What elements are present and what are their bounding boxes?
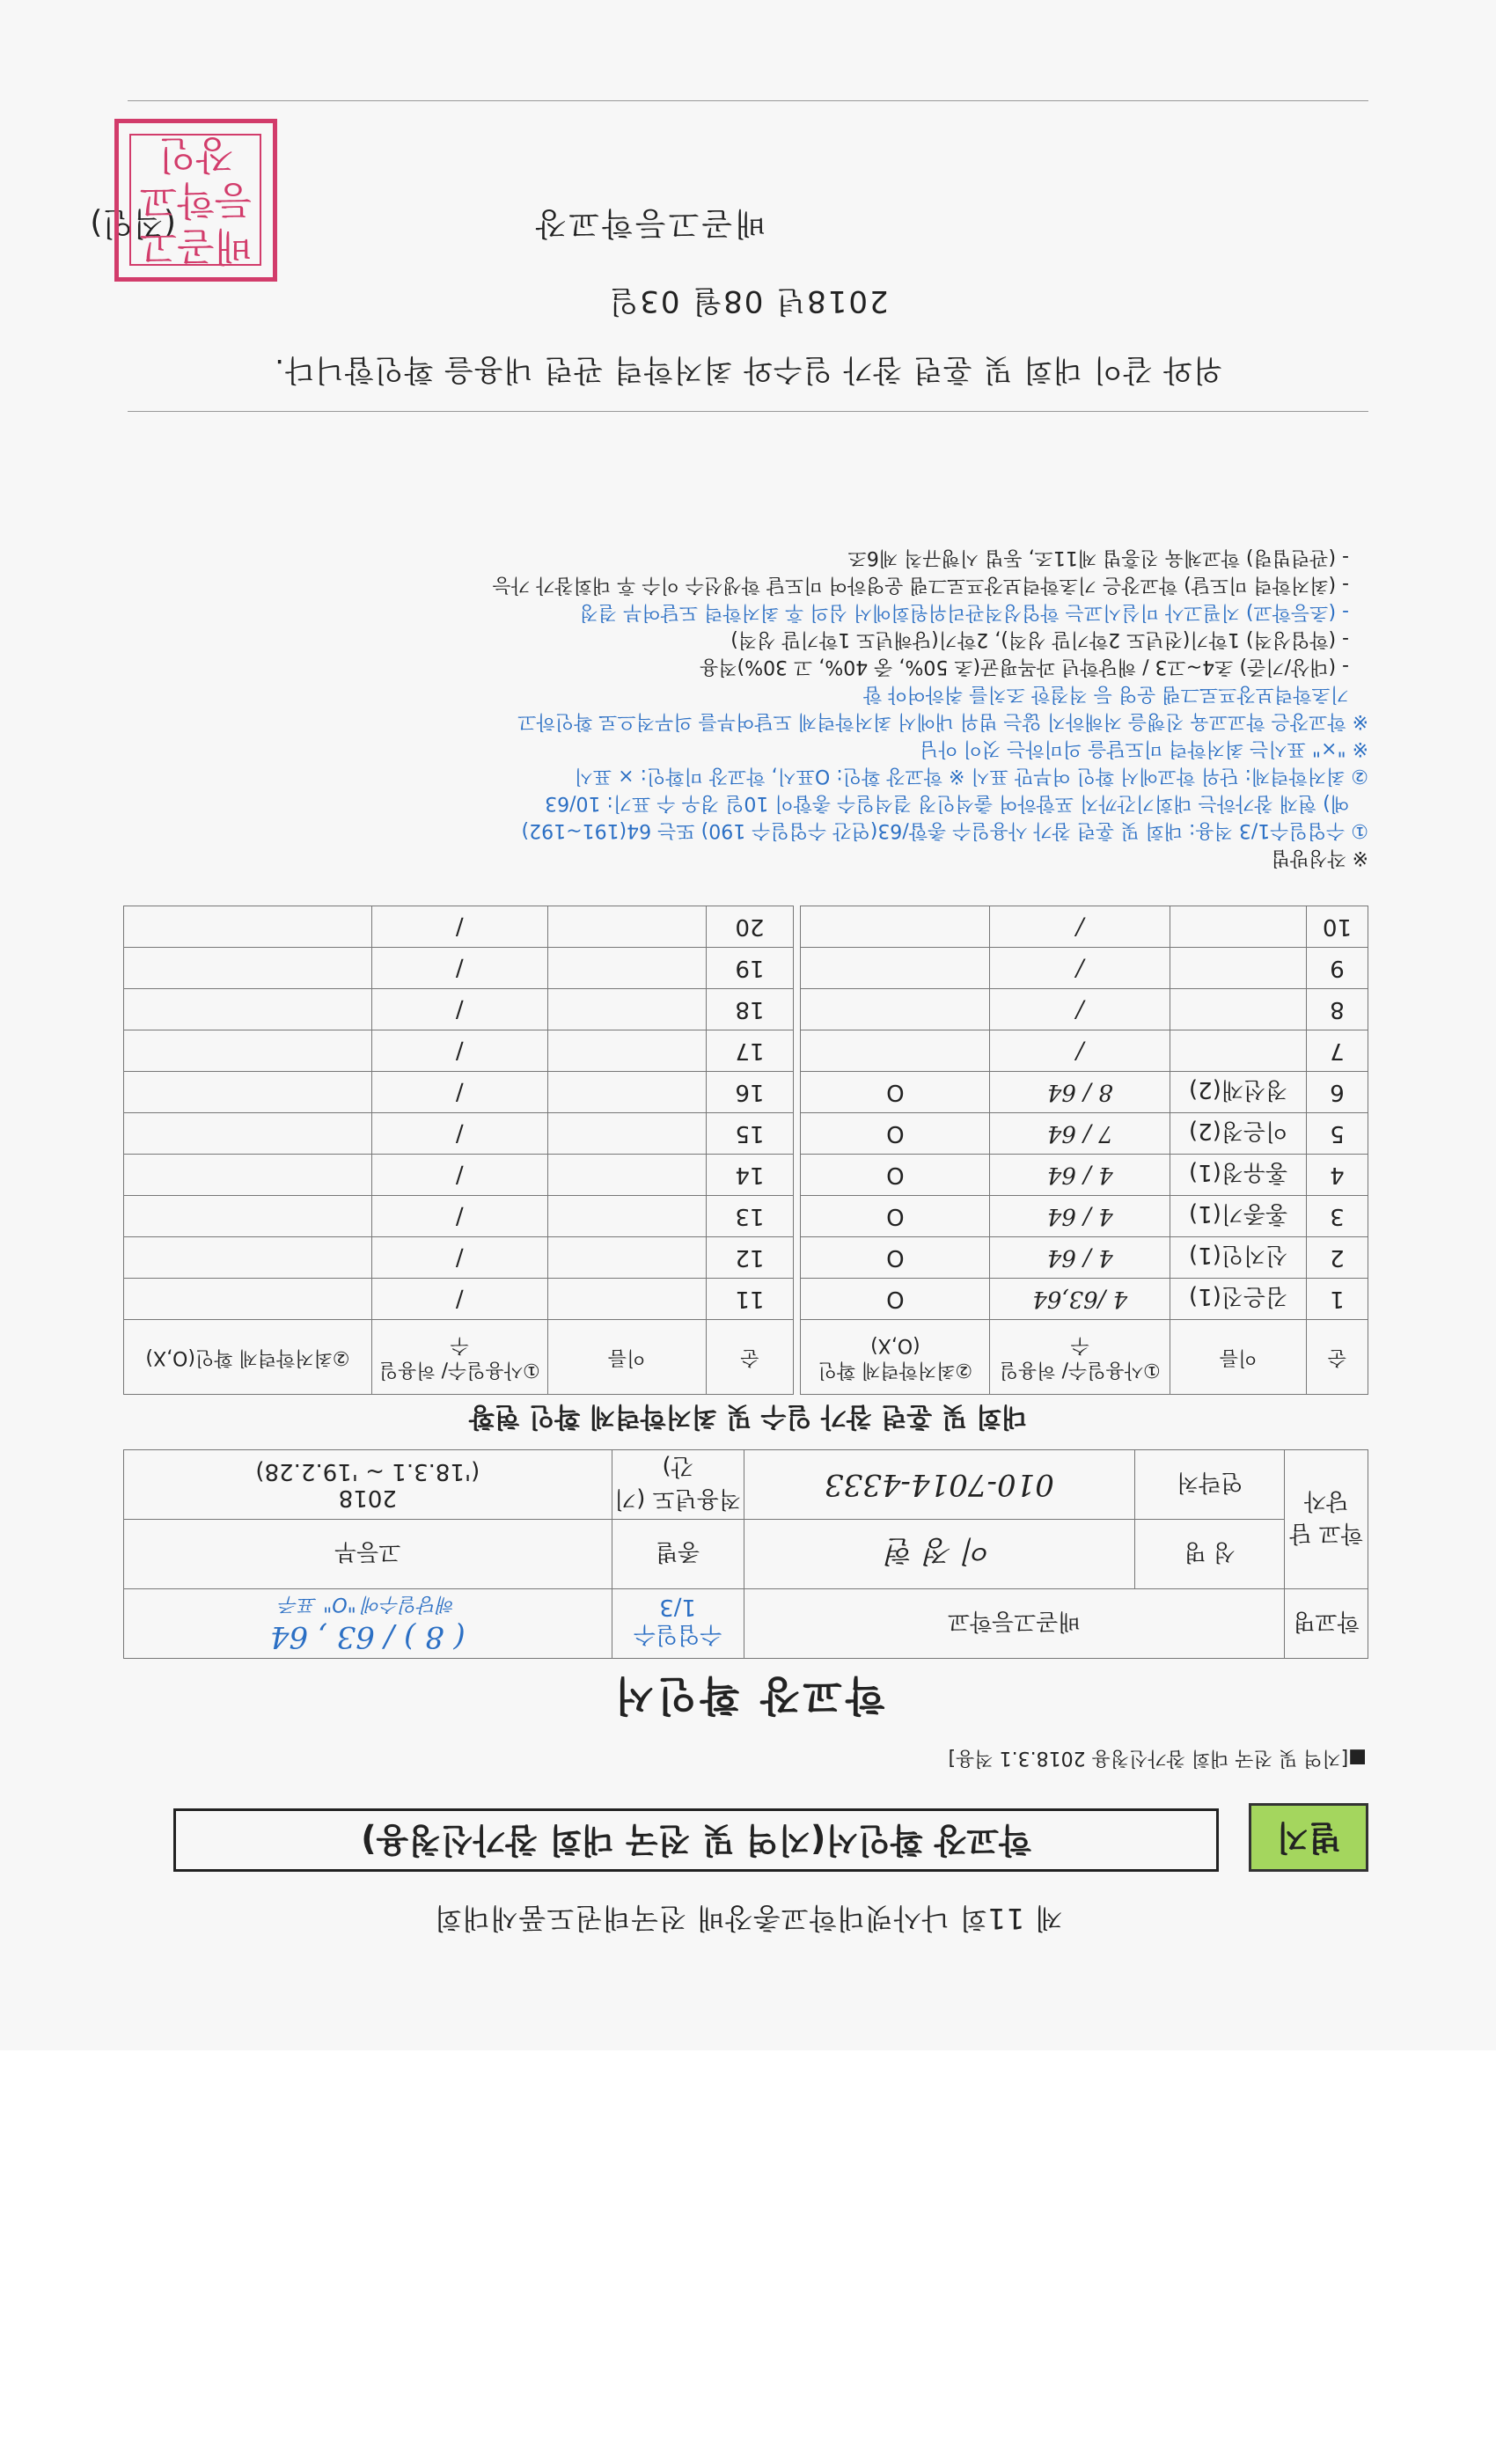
note-3: ※ "×" 표시는 최저학력 미도달을 의미하는 것이 아님 — [920, 737, 1368, 759]
column-gap — [794, 1072, 801, 1113]
header-check: ②최저학력제 확인(O,X) — [801, 1320, 990, 1395]
row-check-2 — [124, 989, 372, 1030]
note-2: ② 최저학력제: 단위 학교에서 확인 여부만 표시 ※ 학교장 확인: O표시, 학교장 미확인: × 표시 — [574, 765, 1368, 787]
status-row — [124, 1279, 1368, 1320]
seal-placeholder: (직인) — [90, 205, 176, 241]
status-title: 대회 및 훈련 참가 일수 및 최저학력제 확인 현황 — [468, 1401, 1028, 1432]
status-table-body — [124, 906, 1368, 1320]
seal-lettering: 배곧고등학교장인 — [130, 135, 262, 267]
header-no: 순 — [1307, 1320, 1368, 1395]
column-gap — [794, 1320, 801, 1395]
status-row — [124, 948, 1368, 989]
days-label-cell — [612, 1589, 744, 1659]
column-gap — [794, 948, 801, 989]
header-days-2: ①사용일수/ 허용일수 — [371, 1320, 547, 1395]
row-name: 이은정(2) — [1170, 1113, 1307, 1155]
row-name — [1170, 906, 1307, 948]
period-range: ('18.3.1 ~ '19.2.28) — [255, 1458, 480, 1485]
days-label: 수업일수 — [633, 1621, 722, 1648]
row-name-2 — [547, 1196, 706, 1237]
period-value-cell — [124, 1450, 612, 1520]
row-no: 7 — [1307, 1030, 1368, 1072]
row-check: O — [801, 1196, 990, 1237]
document-title: 학교장 확인서 — [611, 1672, 885, 1720]
column-gap — [794, 1030, 801, 1072]
header-check-2: ②최저학력제 확인(O,X) — [124, 1320, 372, 1395]
row-name-2 — [547, 1072, 706, 1113]
days-ratio: 1/3 — [659, 1594, 697, 1621]
apply-note: ■[지역 및 전국 대회 참가신청용 2018.3.1 적용] — [948, 1747, 1367, 1769]
row-check-2 — [124, 1237, 372, 1279]
row-check — [801, 948, 990, 989]
column-gap — [794, 906, 801, 948]
column-gap — [794, 1237, 801, 1279]
days-hint: 해당일수에 "O" 표주 — [279, 1593, 456, 1616]
row-name-2 — [547, 1155, 706, 1196]
row-no: 2 — [1307, 1237, 1368, 1279]
row-no: 1 — [1307, 1279, 1368, 1320]
status-row — [124, 1030, 1368, 1072]
row-days-2: / — [371, 1237, 547, 1279]
status-row — [124, 1237, 1368, 1279]
row-no-2: 11 — [706, 1279, 794, 1320]
status-row — [124, 906, 1368, 948]
header-days: ①사용일수/ 허용일수 — [990, 1320, 1170, 1395]
contact-value: 010-7014-4333 — [744, 1450, 1135, 1520]
note-5: - (대상/기준) 초4~고3 / 해당학년 과목평균(초 50%, 중 40%, 고 30%)적용 — [700, 656, 1349, 678]
row-days: 4 / 64 — [990, 1196, 1170, 1237]
column-gap — [794, 1113, 801, 1155]
grade-label: 종별 — [612, 1520, 744, 1589]
row-no: 4 — [1307, 1155, 1368, 1196]
status-row — [124, 1113, 1368, 1155]
row-days-2: / — [371, 1030, 547, 1072]
row-check — [801, 1030, 990, 1072]
row-days: 8 / 64 — [990, 1072, 1170, 1113]
row-name — [1170, 948, 1307, 989]
row-check-2 — [124, 1030, 372, 1072]
row-name — [1170, 1030, 1307, 1072]
form-title: 학교장 확인서(지역 및 전국 대회 참가신청용) — [173, 1808, 1219, 1872]
row-check-2 — [124, 1113, 372, 1155]
row-name-2 — [547, 1113, 706, 1155]
row-check — [801, 906, 990, 948]
row-no-2: 16 — [706, 1072, 794, 1113]
row-no: 6 — [1307, 1072, 1368, 1113]
row-no-2: 15 — [706, 1113, 794, 1155]
row-days-2: / — [371, 1279, 547, 1320]
row-no: 5 — [1307, 1113, 1368, 1155]
row-name: 신지인(1) — [1170, 1237, 1307, 1279]
manager-label: 학교 담당자 — [1285, 1450, 1368, 1589]
row-days: / — [990, 948, 1170, 989]
column-gap — [794, 1155, 801, 1196]
row-name — [1170, 989, 1307, 1030]
days-value-cell — [124, 1589, 612, 1659]
row-check-2 — [124, 1196, 372, 1237]
row-no: 10 — [1307, 906, 1368, 948]
row-check — [801, 989, 990, 1030]
row-no: 8 — [1307, 989, 1368, 1030]
days-value: ( 8 ) / 63 , 64 — [269, 1619, 466, 1655]
column-gap — [794, 989, 801, 1030]
divider-line — [128, 411, 1368, 412]
row-days-2: / — [371, 1196, 547, 1237]
row-no: 3 — [1307, 1196, 1368, 1237]
issue-date: 2018년 08월 03일 — [607, 283, 889, 319]
column-gap — [794, 1196, 801, 1237]
row-no-2: 12 — [706, 1237, 794, 1279]
row-name: 정선재(2) — [1170, 1072, 1307, 1113]
period-label: 적용년도 (기간) — [612, 1450, 744, 1520]
row-days-2: / — [371, 1155, 547, 1196]
status-table — [123, 906, 1368, 1395]
row-name-2 — [547, 1279, 706, 1320]
note-4b: 기초학력보장프로그램 운영 등 적절한 조치를 취하여야 함 — [862, 683, 1349, 705]
name-value: 이 정 현 — [744, 1520, 1135, 1589]
status-row — [124, 989, 1368, 1030]
writing-instructions — [119, 544, 1368, 871]
header-no-2: 순 — [706, 1320, 794, 1395]
row-check: O — [801, 1279, 990, 1320]
school-seal-stamp — [114, 119, 277, 282]
status-row — [124, 1072, 1368, 1113]
row-name-2 — [547, 989, 706, 1030]
column-gap — [794, 1279, 801, 1320]
row-check: O — [801, 1237, 990, 1279]
row-days: 4 / 64 — [990, 1155, 1170, 1196]
row-no-2: 18 — [706, 989, 794, 1030]
row-days-2: / — [371, 1113, 547, 1155]
name-label: 성 명 — [1135, 1520, 1285, 1589]
row-check: O — [801, 1113, 990, 1155]
row-days-2: / — [371, 948, 547, 989]
principal-signature: 배곧고등학교장 — [532, 205, 766, 241]
row-no-2: 20 — [706, 906, 794, 948]
row-name-2 — [547, 906, 706, 948]
row-no-2: 13 — [706, 1196, 794, 1237]
row-days: / — [990, 989, 1170, 1030]
row-days-2: / — [371, 906, 547, 948]
grade-value: 고등부 — [124, 1520, 612, 1589]
row-check: O — [801, 1072, 990, 1113]
note-4a: ※ 학교장은 학교교육 진행을 저해하지 않는 범위 내에서 최저학력제 도달여부를 의무적으로 확인하고 — [517, 710, 1368, 732]
row-name-2 — [547, 948, 706, 989]
row-no-2: 19 — [706, 948, 794, 989]
row-name: 홍유정(1) — [1170, 1155, 1307, 1196]
row-days-2: / — [371, 1072, 547, 1113]
note-1b: 예) 현재 참가하는 대회기간까지 포함하여 출석인정 결석일수 총합이 10일 경우 수 표기: 10/63 — [545, 792, 1349, 814]
row-check-2 — [124, 1155, 372, 1196]
row-check: O — [801, 1155, 990, 1196]
note-7: - (초등학교) 지필고사 미실시교는 학업성적관리위원회에서 심의 후 최저학력 도달여부 결정 — [579, 601, 1349, 623]
school-label: 학교명 — [1285, 1589, 1368, 1659]
status-row — [124, 1155, 1368, 1196]
row-check-2 — [124, 1072, 372, 1113]
note-1a: ① 수업일수1/3 적용: 대회 및 훈련 참가 사용일수 총합/63(연간 수업일수 190) 또는 64(191~192) — [521, 819, 1368, 841]
note-6: - (학업성적) 1학기(전년도 2학기말 성적), 2학기(당해년도 1학기말 성적) — [730, 628, 1349, 650]
header-name: 이름 — [1170, 1320, 1307, 1395]
period-year: 2018 — [338, 1485, 397, 1511]
row-no-2: 14 — [706, 1155, 794, 1196]
row-days-2: / — [371, 989, 547, 1030]
row-check-2 — [124, 948, 372, 989]
row-name: 김은진(1) — [1170, 1279, 1307, 1320]
school-info-table — [123, 1449, 1368, 1659]
row-no: 9 — [1307, 948, 1368, 989]
row-days: / — [990, 1030, 1170, 1072]
row-check-2 — [124, 906, 372, 948]
bottom-divider-line — [128, 100, 1368, 101]
row-name-2 — [547, 1237, 706, 1279]
confirm-text: 위와 같이 대회 및 훈련 참가 일수와 최저학력 관련 내용을 확인합니다. — [274, 352, 1222, 387]
row-days: 4 / 64 — [990, 1237, 1170, 1279]
row-check-2 — [124, 1279, 372, 1320]
notes-heading: ※ 작성방법 — [1271, 847, 1368, 869]
contest-title: 제 11회 나사렛대학교총장배 전국태권도품새대회 — [433, 1902, 1063, 1935]
row-name: 홍종기(1) — [1170, 1196, 1307, 1237]
row-days: 7 / 64 — [990, 1113, 1170, 1155]
status-row — [124, 1196, 1368, 1237]
row-days: / — [990, 906, 1170, 948]
header-name-2: 이름 — [547, 1320, 706, 1395]
form-badge: 별지 — [1249, 1803, 1368, 1872]
row-name-2 — [547, 1030, 706, 1072]
row-days: 4 /63,64 — [990, 1279, 1170, 1320]
note-8: - (최저학력 미도달) 학교장은 기초학력보장프로그램 운영하여 미도달 학생선수 이수 후 대회참가 가능 — [492, 574, 1349, 596]
contact-label: 연락처 — [1135, 1450, 1285, 1520]
note-9: - (관련법령) 학교체육 진흥법 제11조, 동법 시행규칙 제6조 — [847, 546, 1349, 568]
school-value: 배곧고등학교 — [744, 1589, 1285, 1659]
row-no-2: 17 — [706, 1030, 794, 1072]
